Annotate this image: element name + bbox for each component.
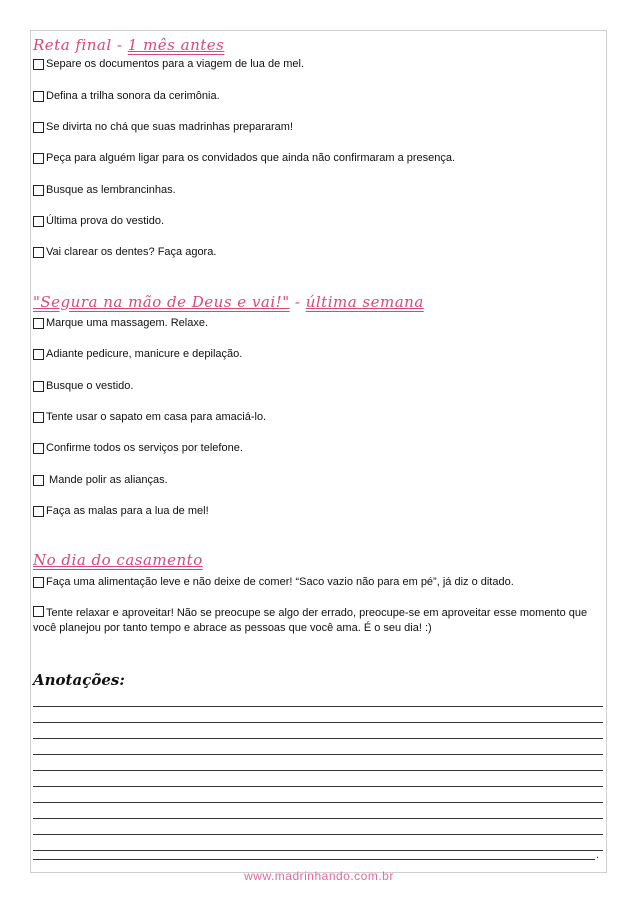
section-title-underlined: 1 mês antes: [127, 36, 225, 54]
checklist-item[interactable]: [33, 316, 208, 331]
item-label: Mande polir as alianças.: [46, 474, 168, 486]
section-title-sep: -: [289, 293, 306, 311]
checkbox-icon[interactable]: [33, 185, 44, 196]
note-line[interactable]: [33, 859, 595, 860]
item-label: Confirme todos os serviços por telefone.: [46, 442, 243, 454]
checklist-item[interactable]: [33, 473, 168, 488]
checklist-item[interactable]: [33, 183, 176, 198]
checklist-item[interactable]: [33, 347, 242, 362]
note-line[interactable]: [33, 722, 603, 723]
checklist-item[interactable]: [33, 214, 164, 229]
note-line[interactable]: [33, 802, 603, 803]
item-label: Se divirta no chá que suas madrinhas prepararam!: [46, 121, 294, 133]
footer-url[interactable]: www.madrinhando.com.br: [244, 869, 394, 883]
note-line[interactable]: [33, 706, 603, 707]
checkbox-icon[interactable]: [33, 122, 44, 133]
checklist-item[interactable]: [33, 379, 133, 394]
item-label: Busque o vestido.: [46, 380, 134, 392]
section-title-text: Reta final -: [33, 36, 128, 54]
note-line[interactable]: [33, 770, 603, 771]
checklist-item[interactable]: [33, 245, 216, 260]
item-label: Busque as lembrancinhas.: [46, 184, 176, 196]
checkbox-icon[interactable]: [33, 91, 44, 102]
item-label: Faça as malas para a lua de mel!: [46, 505, 209, 517]
section-title-week: [33, 293, 424, 311]
checklist-item[interactable]: [33, 575, 514, 590]
checklist-item[interactable]: [33, 410, 266, 425]
checkbox-icon[interactable]: [33, 153, 44, 164]
item-label: Defina a trilha sonora da cerimônia.: [46, 90, 220, 102]
section-title-wedding-day: [33, 551, 203, 569]
note-line[interactable]: [33, 834, 603, 835]
checklist-item[interactable]: [33, 89, 220, 104]
item-label: Separe os documentos para a viagem de lua de mel.: [46, 58, 305, 70]
item-label: Peça para alguém ligar para os convidados que ainda não confirmaram a presença.: [46, 152, 456, 164]
checkbox-icon[interactable]: [33, 247, 44, 258]
checklist-item[interactable]: [33, 504, 209, 519]
note-line[interactable]: [33, 818, 603, 819]
section-title-underlined: última semana: [305, 293, 424, 311]
item-label: Marque uma massagem. Relaxe.: [46, 317, 209, 329]
item-label: Adiante pedicure, manicure e depilação.: [46, 348, 243, 360]
checkbox-icon[interactable]: [33, 59, 44, 70]
checkbox-icon[interactable]: [33, 475, 44, 486]
note-line[interactable]: [33, 786, 603, 787]
notes-end-mark: .: [596, 849, 600, 861]
checkbox-icon[interactable]: [33, 216, 44, 227]
section-title-month: [33, 36, 224, 54]
item-label: Última prova do vestido.: [46, 215, 164, 227]
checkbox-icon[interactable]: [33, 349, 44, 360]
item-label: Vai clarear os dentes? Faça agora.: [46, 246, 217, 258]
note-line[interactable]: [33, 754, 603, 755]
checkbox-icon[interactable]: [33, 506, 44, 517]
checklist-item[interactable]: [33, 441, 243, 456]
checkbox-icon[interactable]: [33, 381, 44, 392]
section-title-underlined: "Segura na mão de Deus e vai!": [33, 293, 290, 311]
item-label: Tente usar o sapato em casa para amaciá-lo.: [46, 411, 267, 423]
section-title-underlined: No dia do casamento: [33, 551, 203, 569]
note-line[interactable]: [33, 738, 603, 739]
item-label: Faça uma alimentação leve e não deixe de comer! “Saco vazio não para em pé”, já diz o ditado.: [46, 576, 514, 588]
checklist-item[interactable]: [33, 151, 455, 166]
checklist-item[interactable]: [33, 120, 293, 135]
checkbox-icon[interactable]: [33, 443, 44, 454]
notes-title: Anotações:: [33, 671, 125, 689]
checkbox-icon[interactable]: [33, 318, 44, 329]
note-line[interactable]: [33, 850, 603, 851]
item-label: Tente relaxar e aproveitar! Não se preocupe se algo der errado, preocupe-se em aproveitar esse momento que você planejou por tanto tempo e abrace as pessoas que você ama. É o seu dia! :): [33, 607, 588, 634]
checkbox-icon[interactable]: [33, 606, 44, 617]
checklist-item[interactable]: [33, 606, 607, 636]
checkbox-icon[interactable]: [33, 577, 44, 588]
checklist-item[interactable]: [33, 57, 304, 72]
checkbox-icon[interactable]: [33, 412, 44, 423]
